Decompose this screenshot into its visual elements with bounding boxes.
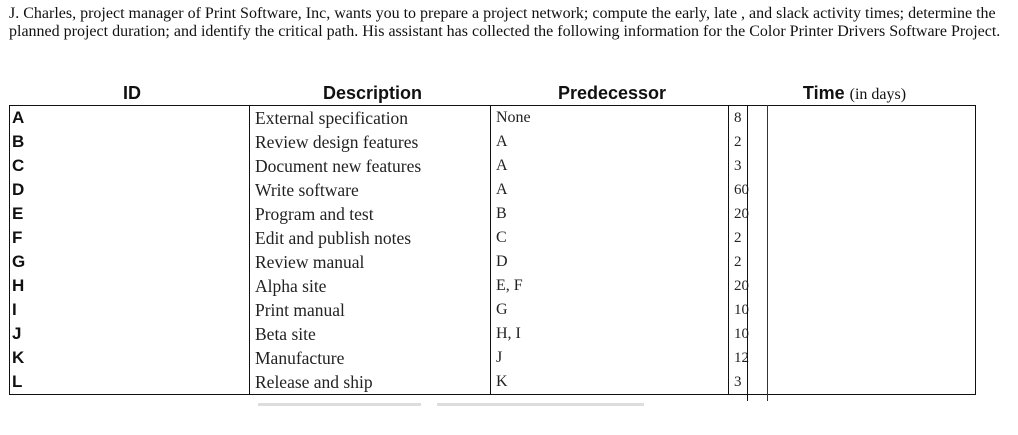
activity-time: 10 [729,322,976,346]
activity-predecessor: None [491,106,729,131]
activity-id: L [10,370,250,395]
activity-description: Manufacture [250,346,491,370]
activity-id: B [10,130,250,154]
activity-time: 3 [729,154,976,178]
header-id: ID [10,81,250,106]
table-row [10,250,976,274]
table-row [10,346,976,370]
activity-id: J [10,322,250,346]
header-time-unit: (in days) [849,85,907,103]
table-row [10,130,976,154]
activity-predecessor: B [491,202,729,226]
activity-description: Release and ship [250,370,491,395]
activity-time: 20 [729,274,976,298]
activity-table-container [9,81,975,401]
time-column-divider [747,105,748,401]
activity-id: D [10,178,250,202]
activity-description: Beta site [250,322,491,346]
activity-predecessor: G [491,298,729,322]
activity-id: H [10,274,250,298]
activity-predecessor: J [491,346,729,370]
activity-time: 12 [729,346,976,370]
table-row [10,322,976,346]
table-row [10,298,976,322]
activity-predecessor: D [491,250,729,274]
activity-id: K [10,346,250,370]
activity-description: Document new features [250,154,491,178]
activity-id: E [10,202,250,226]
activity-description: Print manual [250,298,491,322]
header-time-label: Time [802,82,845,103]
header-predecessor: Predecessor [491,81,729,106]
activity-time: 2 [729,130,976,154]
activity-id: A [10,106,250,131]
activity-description: External specification [250,106,491,131]
activity-description: Write software [250,178,491,202]
table-row [10,106,976,131]
activity-description: Alpha site [250,274,491,298]
activity-predecessor: E, F [491,274,729,298]
activity-description: Program and test [250,202,491,226]
table-row [10,370,976,395]
activity-predecessor: A [491,154,729,178]
activity-time: 3 [729,370,976,395]
table-row [10,202,976,226]
table-row [10,226,976,250]
table-header-row [10,81,976,106]
table-row [10,154,976,178]
scan-artifact [437,403,644,406]
time-column-divider-inner [767,105,768,401]
activity-time: 10 [729,298,976,322]
table-row [10,178,976,202]
activity-predecessor: A [491,130,729,154]
activity-predecessor: H, I [491,322,729,346]
table-row [10,274,976,298]
activity-time: 2 [729,226,976,250]
header-time [729,81,976,106]
scan-artifact [258,403,421,406]
header-description: Description [250,81,491,106]
activity-table [9,81,976,395]
activity-time: 8 [729,106,976,131]
activity-time: 60 [729,178,976,202]
activity-predecessor: A [491,178,729,202]
activity-description: Review manual [250,250,491,274]
problem-statement: J. Charles, project manager of Print Software, Inc, wants you to prepare a project network; compute the early, late , and slack activity times; determine the planned project duration; and identify the critical path. His assistant has collected the following information for the Color Printer Drivers Software Project. [9,5,1001,40]
activity-time: 2 [729,250,976,274]
activity-time: 20 [729,202,976,226]
activity-id: F [10,226,250,250]
activity-id: G [10,250,250,274]
activity-id: I [10,298,250,322]
activity-predecessor: K [491,370,729,395]
activity-id: C [10,154,250,178]
activity-description: Review design features [250,130,491,154]
activity-predecessor: C [491,226,729,250]
activity-description: Edit and publish notes [250,226,491,250]
